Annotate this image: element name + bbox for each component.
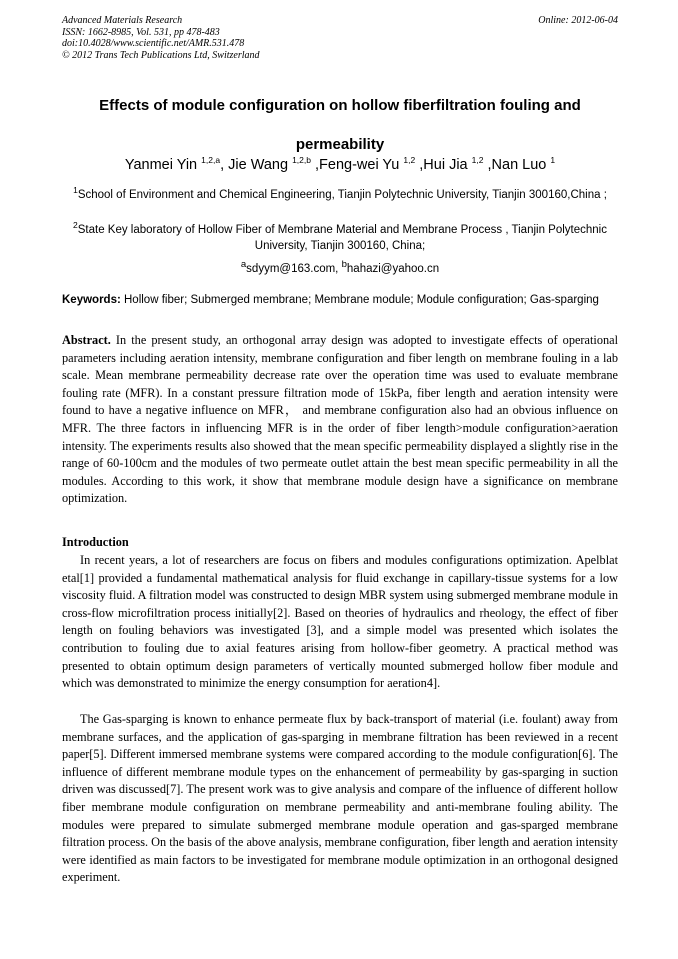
abstract: [62, 332, 618, 508]
author-name: Hui Jia: [423, 157, 472, 173]
abstract-label: Abstract.: [62, 333, 111, 347]
author-affiliation-mark: 1,2: [403, 155, 416, 166]
paper-title: Effects of module configuration on hollow fiberfiltration fouling and permeability: [99, 97, 581, 153]
email-line: [62, 257, 618, 277]
running-header: [62, 15, 618, 61]
author-name: Feng-wei Yu: [319, 157, 404, 173]
author-affiliation-mark: 1: [550, 155, 556, 166]
author-separator: ,: [220, 157, 229, 173]
author-affiliation-mark: 1,2: [471, 155, 484, 166]
email-address: sdyym@163.com,: [246, 262, 342, 275]
keywords: [62, 292, 618, 308]
copyright-line: © 2012 Trans Tech Publications Ltd, Switzerland: [62, 49, 260, 61]
author-separator: ,: [310, 157, 320, 173]
abstract-text: In the present study, an orthogonal array design was adopted to investigate effects of operational parameters including aeration intensity, membrane configuration and fiber length on membrane fouling in a lab scale. Mean membrane permeability decrease rate over the operation time was used to evaluate membrane fouling rate (MFR). In a constant pressure filtration mode of 15kPa, fiber length and aeration intensity were found to have a negative influence on MFR， and membrane configuration also had an obvious influence on MFR. The three factors in influencing MFR is in the order of fiber length>module configuration>aeration intensity. The experiments results also showed that the mean specific permeability displayed a slightly rise in the range of 60-100cm and the modules of two permeate outlet attain the best mean specific permeability in all the modules. According to this work, it show that membrane module design have a significance on membrane optimization.: [62, 333, 618, 506]
author-list: [62, 155, 618, 175]
author-affiliation-mark: 1,2,a: [201, 155, 221, 166]
online-date: Online: 2012-06-04: [538, 15, 618, 26]
email-address: hahazi@yahoo.cn: [346, 262, 440, 275]
journal-name: Advanced Materials Research: [62, 15, 183, 26]
affiliation-mark: 2: [73, 220, 78, 231]
keywords-label: Keywords:: [62, 294, 121, 306]
affiliation-1: [62, 187, 618, 203]
email-mark: b: [341, 259, 347, 270]
keywords-text: Hollow fiber; Submerged membrane; Membrane module; Module configuration; Gas-sparging: [120, 294, 599, 306]
section-heading-introduction: Introduction: [62, 535, 129, 549]
issn-line: ISSN: 1662-8985, Vol. 531, pp 478-483: [62, 26, 220, 38]
affiliation-mark: 1: [73, 185, 78, 196]
body-paragraph: In recent years, a lot of researchers are focus on fibers and modules configurations optimization. Apelblat etal[1] provided a fundamental mathematical analysis for fluid exchange in capillary-tissue systems for a low viscosity fluid. A filtration model was constructed to design MBR system using submerged membrane module in cross-flow microfiltration process initially[2]. Based on theories of hydraulics and rheology, the effect of fiber length on fouling behaviors was investigated [3], and a simple model was presented which isolates the contribution to fouling due to axial features arising from hollow-fiber geometry. A practical method was presented to obtain optimum design parameters of vertically mounted submerged hollow fiber module and which was demonstrated to minimize the energy consumption for aeration4].: [62, 553, 618, 691]
affiliation-text: School of Environment and Chemical Engineering, Tianjin Polytechnic University, Tianjin 300160,China ;: [77, 189, 607, 201]
affiliation-2: [62, 222, 618, 254]
email-mark: a: [240, 259, 247, 270]
doi-line: doi:10.4028/www.scientific.net/AMR.531.478: [62, 38, 245, 49]
author-separator: ,: [415, 157, 424, 173]
author-affiliation-mark: 1,2,b: [292, 155, 311, 166]
body-paragraph: The Gas-sparging is known to enhance permeate flux by back-transport of material (i.e. foulant) away from membrane surfaces, and the application of gas-sparging in membrane filtration has been reviewed in a recent paper[5]. Different immersed membrane systems were compared according to the module configuration[6]. The influence of different membrane module types on the enhancement of permeability by gas-sparging in suction driven was discussed[7]. The present work was to give analysis and compare of the influence of different hollow fiber membrane module configuration on membrane permeability and anti-membrane fouling ability. The modules were prepared to simulate submerged membrane module operation and gas-sparged membrane filtration process. On the basis of the above analysis, membrane configuration, fiber length and aeration intensity were identified as main factors to be investigated for membrane module optimization in an orthogonal designed experiment.: [62, 712, 618, 885]
author-name: Jie Wang: [228, 157, 293, 173]
author-name: Nan Luo: [491, 157, 551, 173]
author-separator: ,: [483, 157, 492, 173]
author-name: Yanmei Yin: [124, 157, 202, 173]
affiliation-text: State Key laboratory of Hollow Fiber of Membrane Material and Membrane Process , Tianjin Polytechnic University, Tianjin 300160, China;: [77, 224, 607, 252]
